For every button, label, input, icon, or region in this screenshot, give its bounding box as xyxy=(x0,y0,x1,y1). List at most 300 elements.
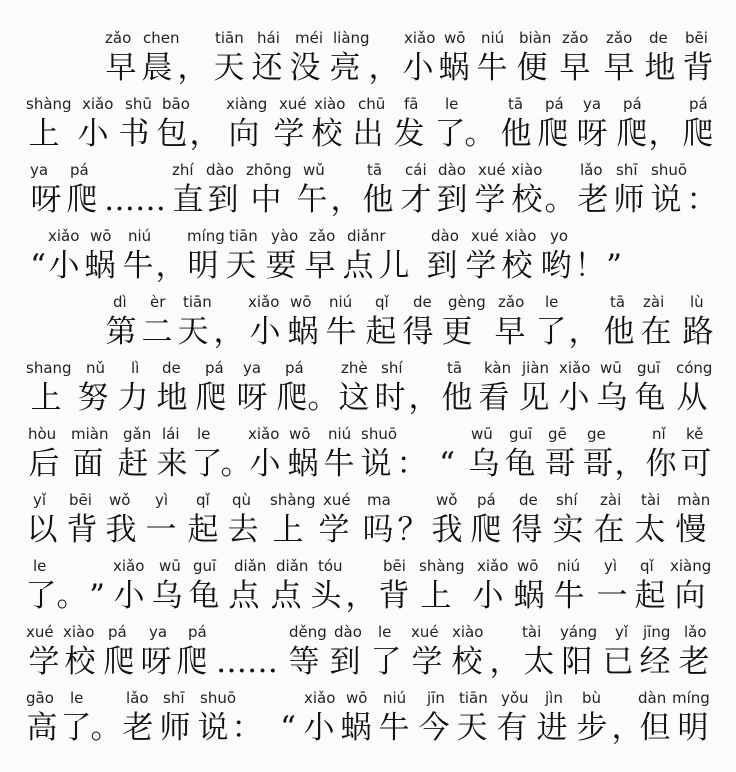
hanzi: ， xyxy=(368,50,400,86)
pinyin: le xyxy=(545,293,559,311)
pinyin: bù xyxy=(582,689,602,707)
hanzi: 直 xyxy=(172,182,204,218)
pinyin: wō xyxy=(289,425,311,443)
hanzi: 呀 xyxy=(30,182,62,218)
hanzi: 早 xyxy=(304,248,336,284)
pinyin: yào xyxy=(271,227,299,245)
pinyin: shàng xyxy=(270,491,316,509)
pinyin: wō xyxy=(346,689,368,707)
pinyin: zài xyxy=(600,491,622,509)
pinyin: qǐ xyxy=(375,293,389,311)
hanzi: 爬 xyxy=(103,644,135,680)
pinyin: tā xyxy=(508,95,524,113)
pinyin: niú xyxy=(128,227,152,245)
hanzi: 得 xyxy=(511,512,543,548)
hanzi: 爬 xyxy=(276,380,308,416)
hanzi: 来 xyxy=(156,446,188,482)
pinyin: tā xyxy=(447,359,463,377)
pinyin: bāo xyxy=(162,95,190,113)
pinyin: de xyxy=(162,359,181,377)
hanzi: 经 xyxy=(639,644,671,680)
hanzi: 哟 xyxy=(540,248,572,284)
pinyin: dào xyxy=(438,161,466,179)
pinyin: shī xyxy=(163,689,185,707)
pinyin: shàng xyxy=(419,557,465,575)
hanzi: 老 xyxy=(577,182,609,218)
hanzi: “ xyxy=(30,248,46,284)
pinyin: guī xyxy=(637,359,661,377)
hanzi: 龟 xyxy=(504,446,536,482)
hanzi: ， xyxy=(345,578,377,614)
hanzi: 学 xyxy=(28,644,60,680)
pinyin: hòu xyxy=(28,425,57,443)
pinyin: wō xyxy=(517,557,539,575)
hanzi: “ xyxy=(439,446,455,482)
hanzi: …… xyxy=(104,182,166,218)
hanzi: 。 xyxy=(307,380,339,416)
hanzi: 乌 xyxy=(596,380,628,416)
pinyin: míng xyxy=(672,689,710,707)
pinyin: pá xyxy=(70,161,89,179)
hanzi: 呀 xyxy=(236,380,268,416)
pinyin: wū xyxy=(600,359,622,377)
hanzi: 一 xyxy=(145,512,177,548)
pinyin: xiǎo xyxy=(248,293,280,311)
hanzi: 去 xyxy=(227,512,259,548)
hanzi: 地 xyxy=(156,380,188,416)
hanzi: 看 xyxy=(478,380,510,416)
hanzi: 哥 xyxy=(582,446,614,482)
hanzi: 背 xyxy=(378,578,410,614)
pinyin: xiǎo xyxy=(248,425,280,443)
hanzi: 哥 xyxy=(544,446,576,482)
pinyin: jīn xyxy=(427,689,445,707)
pinyin: cái xyxy=(405,161,427,179)
pinyin: tiān xyxy=(459,689,488,707)
hanzi: 早 xyxy=(559,50,591,86)
hanzi: 进 xyxy=(536,710,568,746)
hanzi: “ xyxy=(280,710,296,746)
hanzi: …… xyxy=(216,644,278,680)
pinyin: chū xyxy=(358,95,386,113)
hanzi: 小 xyxy=(558,380,590,416)
pinyin: dì xyxy=(113,293,127,311)
pinyin: xiào xyxy=(63,623,95,641)
hanzi: ， xyxy=(611,710,643,746)
pinyin: pá xyxy=(285,359,304,377)
pinyin: xué xyxy=(323,491,351,509)
hanzi: 了 xyxy=(25,578,57,614)
hanzi: 儿 xyxy=(378,248,410,284)
hanzi: ， xyxy=(408,380,440,416)
pinyin: pá xyxy=(623,95,642,113)
pinyin: niú xyxy=(557,557,581,575)
pinyin: děng xyxy=(289,623,327,641)
hanzi: 爬 xyxy=(470,512,502,548)
hanzi: 起 xyxy=(634,578,666,614)
hanzi: 点 xyxy=(270,578,302,614)
pinyin: tiān xyxy=(183,293,212,311)
pinyin: de xyxy=(519,491,538,509)
hanzi: 到 xyxy=(436,182,468,218)
pinyin: de xyxy=(413,293,432,311)
hanzi: 蜗 xyxy=(287,314,319,350)
pinyin: gèng xyxy=(448,293,486,311)
hanzi: 牛 xyxy=(553,578,585,614)
hanzi: 天 xyxy=(177,314,209,350)
pinyin: zài xyxy=(643,293,665,311)
pinyin: tā xyxy=(367,161,383,179)
hanzi: 。 xyxy=(544,182,576,218)
hanzi: 校 xyxy=(501,248,533,284)
pinyin: tóu xyxy=(318,557,343,575)
hanzi: 小 xyxy=(113,578,145,614)
pinyin: qù xyxy=(232,491,252,509)
hanzi: 没 xyxy=(289,50,321,86)
hanzi: 面 xyxy=(72,446,104,482)
pinyin: lái xyxy=(162,425,180,443)
pinyin: guī xyxy=(193,557,217,575)
pinyin: le xyxy=(70,689,84,707)
hanzi: 天 xyxy=(225,248,257,284)
pinyin: wū xyxy=(471,425,493,443)
hanzi: 呀 xyxy=(576,116,608,152)
hanzi: 他 xyxy=(441,380,473,416)
hanzi: ， xyxy=(330,182,362,218)
hanzi: 晨 xyxy=(141,50,173,86)
pinyin: jiàn xyxy=(522,359,550,377)
hanzi: 上 xyxy=(30,380,62,416)
pinyin: de xyxy=(649,29,668,47)
hanzi: 从 xyxy=(676,380,708,416)
hanzi: 明 xyxy=(677,710,709,746)
pinyin: bēi xyxy=(383,557,406,575)
hanzi: 更 xyxy=(441,314,473,350)
hanzi: ， xyxy=(177,50,209,86)
pinyin: wǔ xyxy=(303,161,325,179)
hanzi: 。 xyxy=(464,116,496,152)
hanzi: 师 xyxy=(613,182,645,218)
pinyin: bēi xyxy=(69,491,92,509)
hanzi: 牛 xyxy=(378,710,410,746)
hanzi: 乌 xyxy=(151,578,183,614)
pinyin: wū xyxy=(159,557,181,575)
hanzi: 要 xyxy=(265,248,297,284)
pinyin: miàn xyxy=(71,425,109,443)
hanzi: 到 xyxy=(426,248,458,284)
pinyin: xué xyxy=(411,623,439,641)
hanzi: 点 xyxy=(228,578,260,614)
hanzi: 。 xyxy=(56,578,88,614)
pinyin: dào xyxy=(431,227,459,245)
hanzi: 在 xyxy=(640,314,672,350)
pinyin: tiān xyxy=(229,227,258,245)
pinyin: xué xyxy=(478,161,506,179)
hanzi: 小 xyxy=(249,314,281,350)
pinyin: tā xyxy=(610,293,626,311)
hanzi: 到 xyxy=(207,182,239,218)
hanzi: 时 xyxy=(374,380,406,416)
pinyin: wǒ xyxy=(436,491,458,509)
pinyin: xiǎo xyxy=(477,557,509,575)
pinyin: le xyxy=(445,95,459,113)
hanzi: 说 xyxy=(360,446,392,482)
hanzi: ， xyxy=(489,644,521,680)
pinyin: tài xyxy=(641,491,661,509)
hanzi: 在 xyxy=(593,512,625,548)
hanzi: 早 xyxy=(105,50,137,86)
hanzi: 以 xyxy=(26,512,58,548)
hanzi: 了 xyxy=(60,710,92,746)
hanzi: 老 xyxy=(678,644,710,680)
hanzi: 他 xyxy=(362,182,394,218)
pinyin: ma xyxy=(367,491,391,509)
hanzi: 爬 xyxy=(682,116,714,152)
pinyin: zhè xyxy=(341,359,368,377)
pinyin: pá xyxy=(545,95,564,113)
hanzi: 太 xyxy=(634,512,666,548)
hanzi: 校 xyxy=(451,644,483,680)
hanzi: 才 xyxy=(400,182,432,218)
hanzi: 学 xyxy=(474,182,506,218)
pinyin: màn xyxy=(677,491,711,509)
pinyin: xiào xyxy=(452,623,484,641)
pinyin: shí xyxy=(556,491,578,509)
hanzi: 龟 xyxy=(634,380,666,416)
pinyin: xiǎo xyxy=(559,359,591,377)
pinyin: qǐ xyxy=(196,491,210,509)
pinyin: shí xyxy=(381,359,403,377)
hanzi: 了 xyxy=(191,446,223,482)
hanzi: ？ xyxy=(397,512,429,548)
pinyin: shang xyxy=(26,359,72,377)
pinyin: dào xyxy=(206,161,234,179)
hanzi: 师 xyxy=(159,710,191,746)
hanzi: 慢 xyxy=(675,512,707,548)
hanzi: 二 xyxy=(141,314,173,350)
hanzi: 说 xyxy=(197,710,229,746)
hanzi: 步 xyxy=(576,710,608,746)
pinyin: xiàng xyxy=(226,95,268,113)
hanzi: 力 xyxy=(117,380,149,416)
pinyin: xiǎo xyxy=(48,227,80,245)
pinyin: dào xyxy=(334,623,362,641)
hanzi: 见 xyxy=(518,380,550,416)
pinyin: tiān xyxy=(215,29,244,47)
pinyin: ge xyxy=(587,425,606,443)
pinyin: kàn xyxy=(484,359,512,377)
hanzi: 已 xyxy=(602,644,634,680)
pinyin: zǎo xyxy=(606,29,633,47)
pinyin: liàng xyxy=(333,29,370,47)
hanzi: 学 xyxy=(318,512,350,548)
hanzi: 上 xyxy=(420,578,452,614)
pinyin: le xyxy=(197,425,211,443)
pinyin: niú xyxy=(383,689,407,707)
pinyin: yǐ xyxy=(615,623,629,641)
hanzi: 蜗 xyxy=(438,50,470,86)
hanzi: 校 xyxy=(311,116,343,152)
pinyin: fā xyxy=(404,95,419,113)
hanzi: 上 xyxy=(272,512,304,548)
hanzi: 亮 xyxy=(329,50,361,86)
hanzi: 呀 xyxy=(140,644,172,680)
pinyin: xiǎo xyxy=(113,557,145,575)
pinyin: pá xyxy=(689,95,708,113)
hanzi: 包 xyxy=(156,116,188,152)
hanzi: 牛 xyxy=(122,248,154,284)
hanzi: ： xyxy=(396,446,428,482)
pinyin: gē xyxy=(548,425,567,443)
hanzi: 爬 xyxy=(537,116,569,152)
hanzi: 一 xyxy=(596,578,628,614)
hanzi: 早 xyxy=(494,314,526,350)
hanzi: 蜗 xyxy=(513,578,545,614)
pinyin: zǎo xyxy=(498,293,525,311)
pinyin: nǔ xyxy=(86,359,106,377)
hanzi: 小 xyxy=(472,578,504,614)
hanzi: ， xyxy=(189,116,221,152)
hanzi: 背 xyxy=(682,50,714,86)
hanzi: 学 xyxy=(411,644,443,680)
pinyin: le xyxy=(378,623,392,641)
hanzi: 老 xyxy=(122,710,154,746)
pinyin: xiào xyxy=(314,95,346,113)
pinyin: zhōng xyxy=(246,161,292,179)
pinyin: jīng xyxy=(643,623,671,641)
hanzi: 乌 xyxy=(468,446,500,482)
pinyin: ya xyxy=(149,623,168,641)
hanzi: 高 xyxy=(26,710,58,746)
hanzi: 向 xyxy=(228,116,260,152)
pinyin: yáng xyxy=(560,623,598,641)
pinyin: xué xyxy=(26,623,54,641)
pinyin: zhí xyxy=(172,161,194,179)
pinyin: yì xyxy=(155,491,169,509)
hanzi: 到 xyxy=(329,644,361,680)
pinyin: nǐ xyxy=(652,425,666,443)
pinyin: xiàng xyxy=(670,557,712,575)
pinyin: niú xyxy=(329,293,353,311)
hanzi: 后 xyxy=(28,446,60,482)
pinyin: pá xyxy=(205,359,224,377)
hanzi: 得 xyxy=(402,314,434,350)
hanzi: 校 xyxy=(64,644,96,680)
pinyin: dàn xyxy=(638,689,667,707)
hanzi: 了 xyxy=(434,116,466,152)
hanzi: 学 xyxy=(273,116,305,152)
hanzi: ， xyxy=(213,314,245,350)
hanzi: 出 xyxy=(352,116,384,152)
hanzi: 路 xyxy=(682,314,714,350)
hanzi: 爬 xyxy=(176,644,208,680)
hanzi: 吗 xyxy=(362,512,394,548)
hanzi: 等 xyxy=(288,644,320,680)
hanzi: 起 xyxy=(187,512,219,548)
hanzi: ： xyxy=(231,710,263,746)
hanzi: 背 xyxy=(66,512,98,548)
pinyin: xué xyxy=(471,227,499,245)
pinyin: xué xyxy=(279,95,307,113)
pinyin: biàn xyxy=(519,29,552,47)
hanzi: 校 xyxy=(511,182,543,218)
hanzi: 阳 xyxy=(561,644,593,680)
hanzi: 爬 xyxy=(195,380,227,416)
hanzi: 。 xyxy=(90,710,122,746)
pinyin: zǎo xyxy=(309,227,336,245)
hanzi: 了 xyxy=(370,644,402,680)
hanzi: ， xyxy=(614,446,646,482)
pinyin: gāo xyxy=(26,689,54,707)
hanzi: 说 xyxy=(650,182,682,218)
hanzi: 学 xyxy=(465,248,497,284)
hanzi: 明 xyxy=(187,248,219,284)
hanzi: 牛 xyxy=(476,50,508,86)
hanzi: 今 xyxy=(418,710,450,746)
pinyin: xiǎo xyxy=(404,29,436,47)
pinyin: diǎnr xyxy=(347,227,386,245)
pinyin: zǎo xyxy=(105,29,132,47)
pinyin: shī xyxy=(616,161,638,179)
hanzi: 你 xyxy=(645,446,677,482)
hanzi: 书 xyxy=(118,116,150,152)
hanzi: ： xyxy=(686,182,718,218)
pinyin: le xyxy=(33,557,47,575)
pinyin: niú xyxy=(328,425,352,443)
hanzi: 午 xyxy=(296,182,328,218)
hanzi: 龟 xyxy=(188,578,220,614)
hanzi: 有 xyxy=(496,710,528,746)
pinyin: pá xyxy=(108,623,127,641)
pinyin: ya xyxy=(583,95,602,113)
hanzi: 这 xyxy=(338,380,370,416)
hanzi: 上 xyxy=(28,116,60,152)
pinyin: ya xyxy=(30,161,49,179)
hanzi: 但 xyxy=(639,710,671,746)
pinyin: yǐ xyxy=(33,491,47,509)
pinyin: shàng xyxy=(26,95,72,113)
hanzi: ” xyxy=(606,248,622,284)
pinyin: lù xyxy=(690,293,704,311)
pinyin: xiào xyxy=(505,227,537,245)
pinyin: bēi xyxy=(685,29,708,47)
hanzi: 我 xyxy=(105,512,137,548)
pinyin: tài xyxy=(522,623,542,641)
pinyin: kě xyxy=(686,425,704,443)
pinyin: lǎo xyxy=(580,161,603,179)
hanzi: 爬 xyxy=(616,116,648,152)
pinyin: lǎo xyxy=(126,689,149,707)
pinyin: jìn xyxy=(545,689,563,707)
pinyin: cóng xyxy=(676,359,713,377)
hanzi: ” xyxy=(89,578,105,614)
pinyin: diǎn xyxy=(276,557,309,575)
pinyin: méi xyxy=(295,29,324,47)
hanzi: 可 xyxy=(680,446,712,482)
pinyin: hái xyxy=(257,29,280,47)
hanzi: 向 xyxy=(674,578,706,614)
hanzi: ， xyxy=(568,314,600,350)
pinyin: yì xyxy=(604,557,618,575)
pinyin: yo xyxy=(550,227,569,245)
pinyin: diǎn xyxy=(234,557,267,575)
pinyin: chen xyxy=(143,29,180,47)
pinyin: ya xyxy=(243,359,262,377)
pinyin: shuō xyxy=(361,425,398,443)
hanzi: 了 xyxy=(535,314,567,350)
hanzi: 小 xyxy=(402,50,434,86)
hanzi: 起 xyxy=(365,314,397,350)
